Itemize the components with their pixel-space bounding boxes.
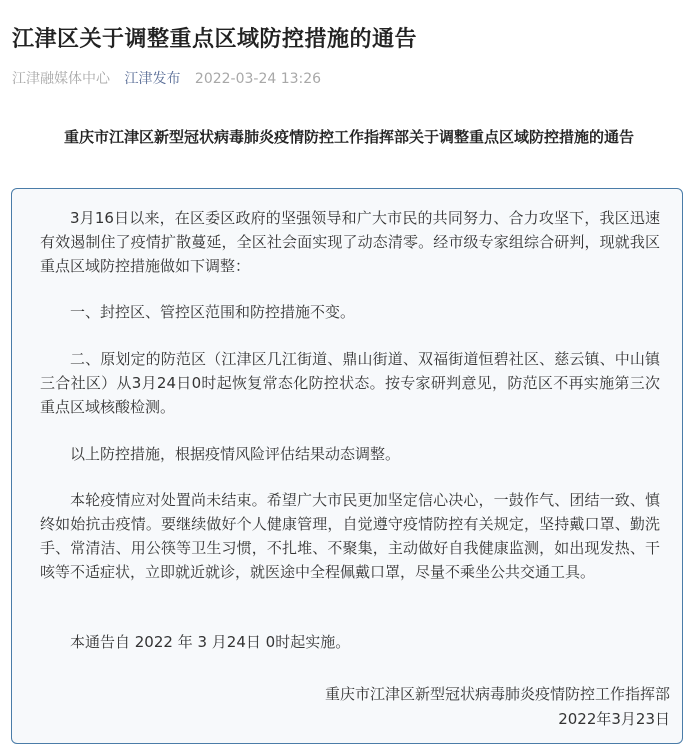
meta-publish-time: 2022-03-24 13:26: [194, 71, 322, 87]
notice-paragraph-intro: 3月16日以来，在区委区政府的坚强领导和广大市民的共同努力、合力攻坚下，我区迅速有效遏制住了疫情扩散蔓延，全区社会面实现了动态清零。经市级专家组综合研判，现就我区重点区域防控措施做如下调整：: [40, 209, 660, 275]
notice-paragraph-item-2: 二、原划定的防范区（江津区几江街道、鼎山街道、双福街道恒碧社区、慈云镇、中山镇三合社区）从3月24日0时起恢复常态化防控状态。按专家研判意见，防范区不再实施第三次重点区域核酸检测。: [40, 350, 660, 416]
article-title: 江津区关于调整重点区域防控措施的通告: [12, 27, 418, 52]
notice-paragraph-adjustment: 以上防控措施，根据疫情风险评估结果动态调整。: [70, 445, 401, 463]
article-meta: [12, 68, 331, 88]
signature-org: 重庆市江津区新型冠状病毒肺炎疫情防控工作指挥部: [324, 685, 670, 703]
notice-paragraph-item-1: 一、封控区、管控区范围和防控措施不变。: [70, 303, 356, 321]
notice-content-box: [11, 188, 683, 744]
meta-source: 江津融媒体中心: [12, 71, 110, 87]
notice-paragraph-effective: 本通告自 2022 年 3 月24日 0时起实施。: [70, 633, 351, 651]
notice-subtitle: 重庆市江津区新型冠状病毒肺炎疫情防控工作指挥部关于调整重点区域防控措施的通告: [63, 128, 634, 146]
meta-account-link[interactable]: 江津发布: [124, 71, 181, 87]
signature-date: 2022年3月23日: [558, 710, 670, 728]
notice-paragraph-appeal: 本轮疫情应对处置尚未结束。希望广大市民更加坚定信心决心，一鼓作气、团结一致、慎终如始抗击疫情。要继续做好个人健康管理，自觉遵守疫情防控有关规定，坚持戴口罩、勤洗手、常清洁、用公筷等卫生习惯，不扎堆、不聚集，主动做好自我健康监测，如出现发热、干咳等不适症状，立即就近就诊，就医途中全程佩戴口罩，尽量不乘坐公共交通工具。: [40, 491, 660, 581]
